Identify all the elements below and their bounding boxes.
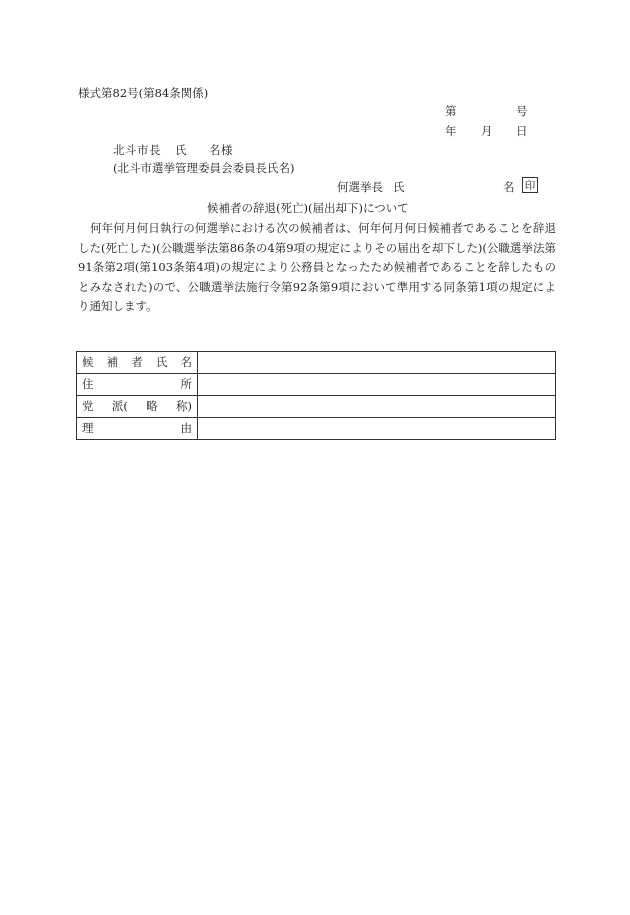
label-reason: 理 由 (77, 418, 198, 440)
subject-heading: 候補者の辞退(死亡)(届出却下)について (207, 201, 409, 215)
form-number: 様式第82号(第84条関係) (78, 86, 209, 100)
sender-mei: 名 (503, 180, 515, 194)
addressee-alternate: (北斗市選挙管理委員会委員長氏名) (113, 161, 295, 175)
candidate-info-table (76, 351, 556, 440)
document-number-label: 第 (445, 104, 457, 118)
sender-line (337, 180, 405, 194)
addressee-mei-sama: 名様 (209, 143, 233, 157)
value-candidate-name[interactable] (198, 352, 556, 374)
date-year-label: 年 (445, 124, 457, 138)
table-row (77, 374, 556, 396)
seal-mark: 印 (522, 177, 538, 193)
table-row (77, 352, 556, 374)
sender-shi: 氏 (393, 180, 405, 194)
value-party[interactable] (198, 396, 556, 418)
addressee-shi: 氏 (175, 143, 187, 157)
label-address: 住 所 (77, 374, 198, 396)
table-row (77, 418, 556, 440)
document-number-suffix: 号 (516, 104, 528, 118)
addressee-line (113, 143, 233, 157)
value-address[interactable] (198, 374, 556, 396)
date-day-label: 日 (516, 124, 528, 138)
table-row (77, 396, 556, 418)
date-month-label: 月 (481, 124, 493, 138)
addressee-title: 北斗市長 (113, 143, 161, 157)
label-party: 党 派( 略 称) (77, 396, 198, 418)
value-reason[interactable] (198, 418, 556, 440)
sender-title: 何選挙長 (337, 180, 383, 194)
notice-body: 何年何月何日執行の何選挙における次の候補者は、何年何月何日候補者であることを辞退した(死亡した)(公職選挙法第86条の4第9項の規定によりその届出を却下した)(公職選挙法第91条第2項(第103条第4項)の規定により公務員となったため候補者であることを辞したものとみなされた)ので、公職選挙法施行令第92条第9項において準用する同条第1項の規定により通知します。 (78, 221, 556, 313)
label-candidate-name: 候 補 者 氏 名 (77, 352, 198, 374)
